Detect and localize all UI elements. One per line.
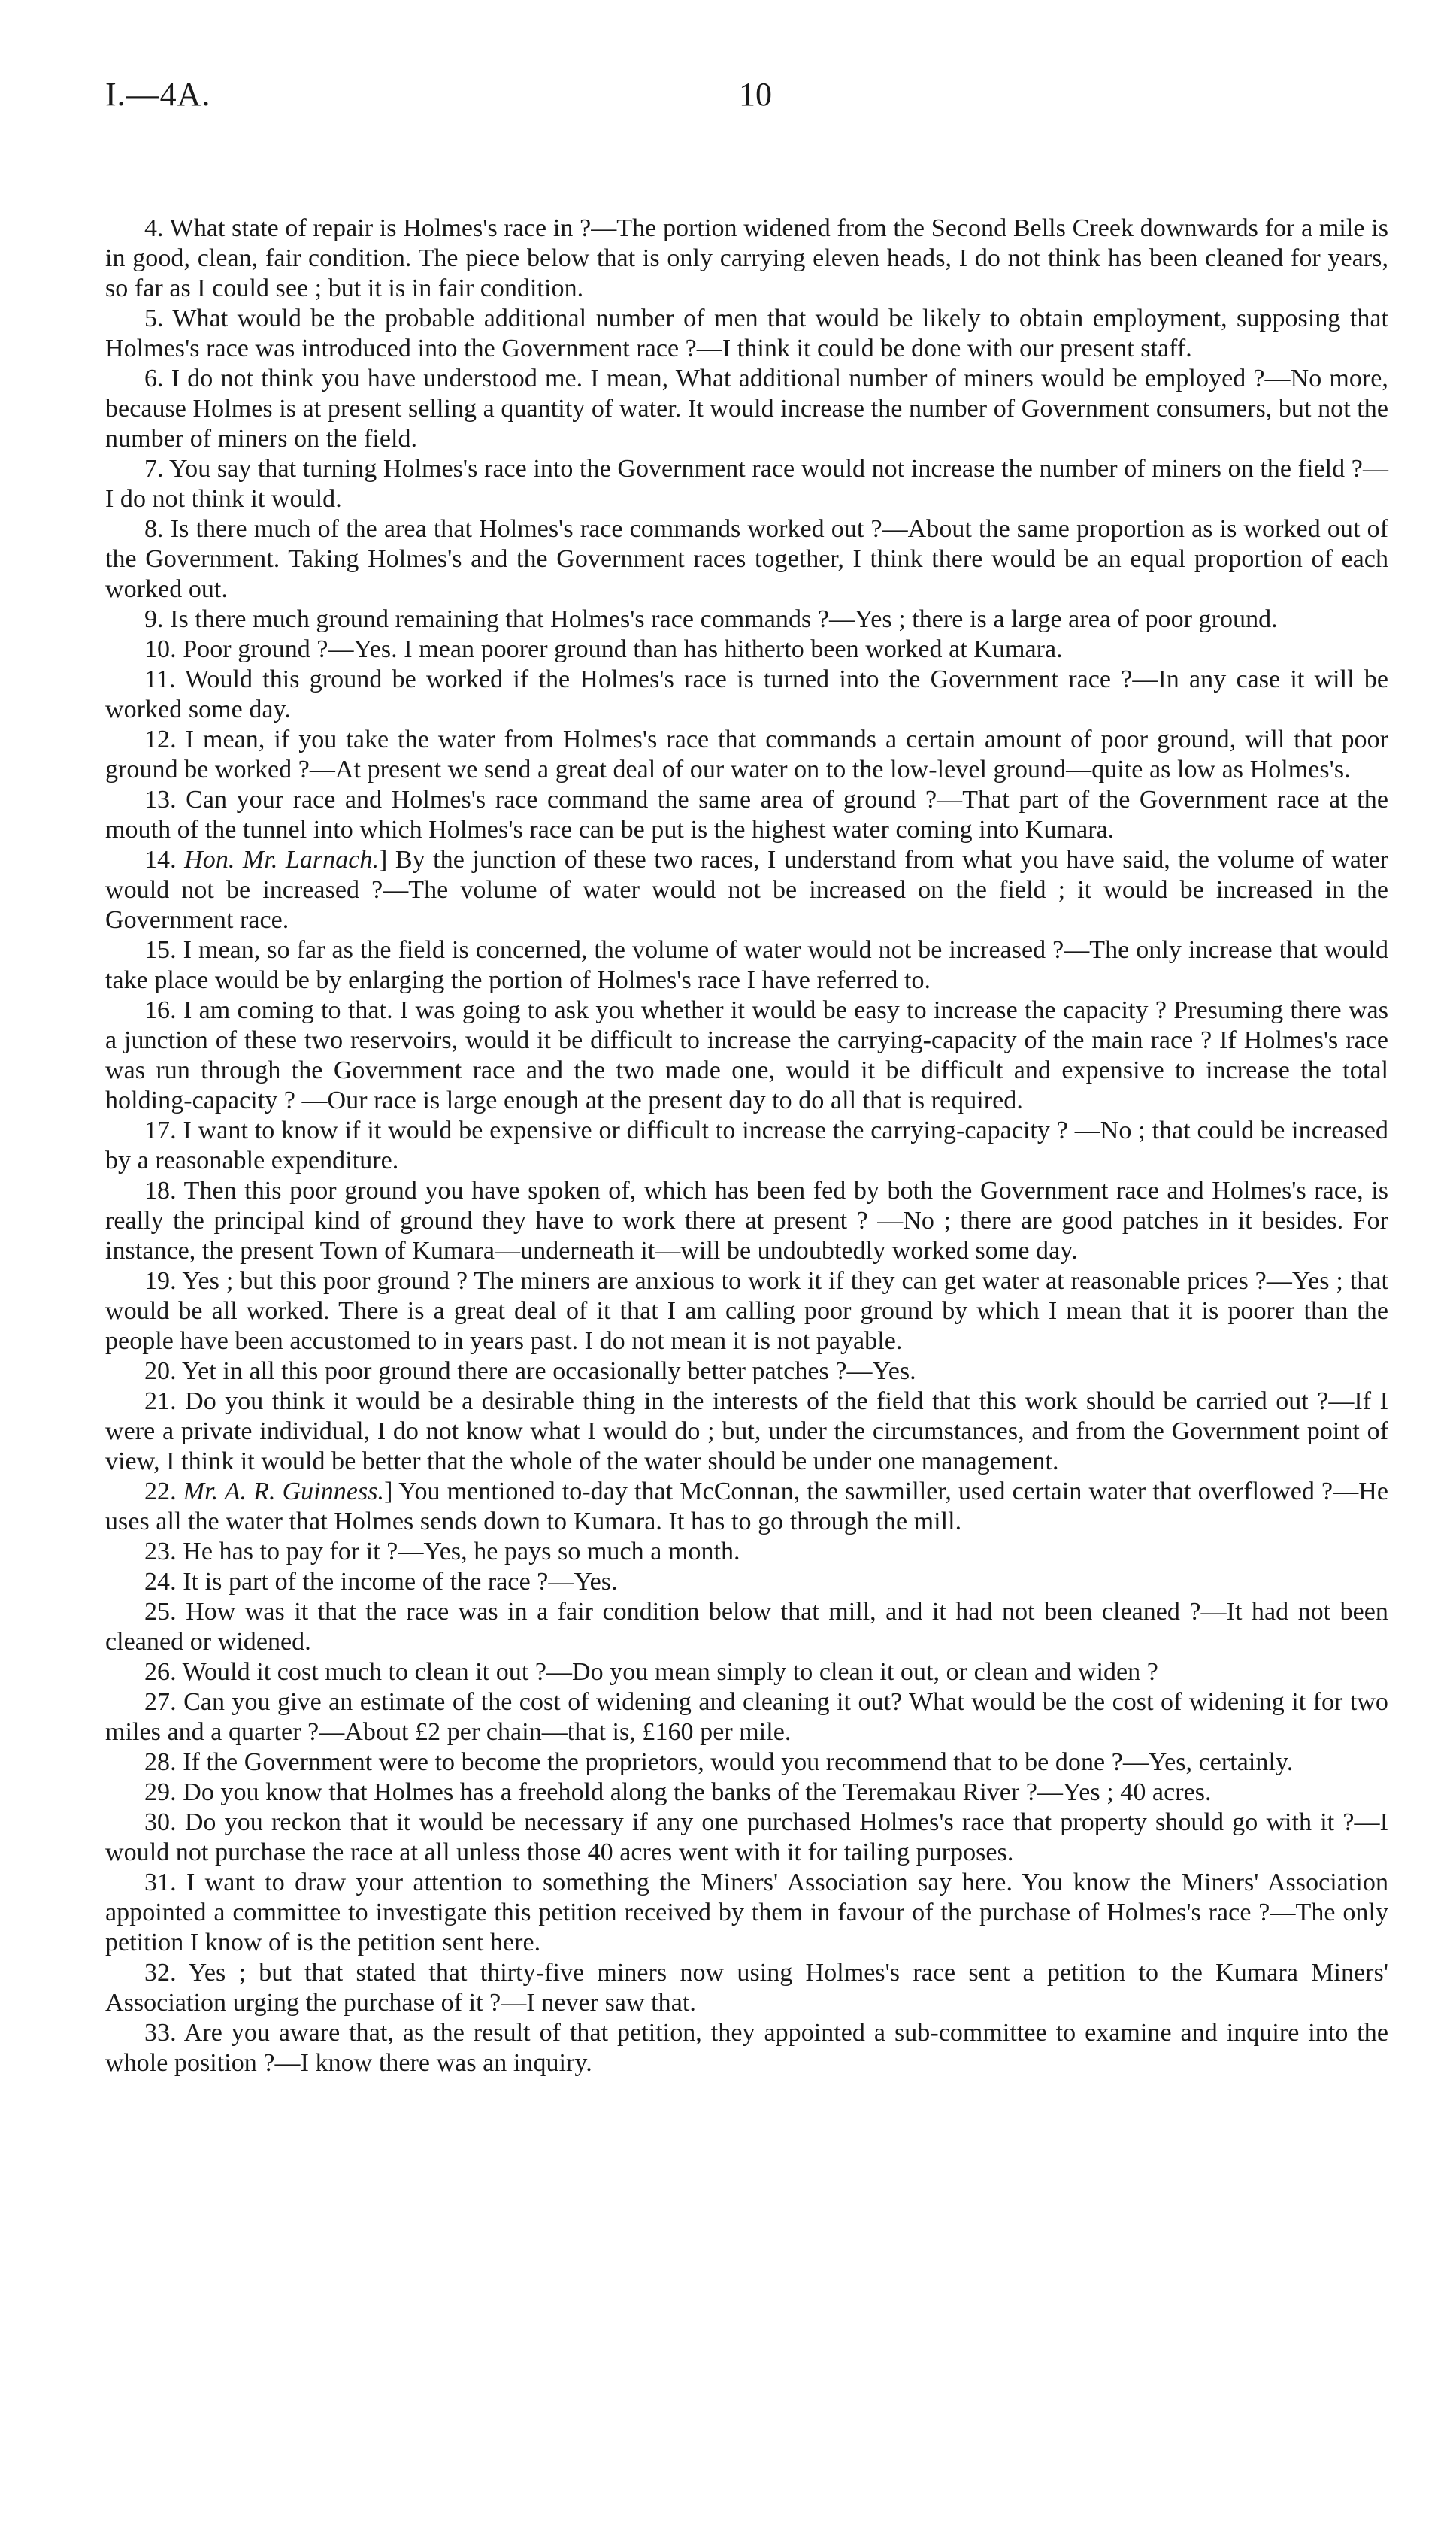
question-answer-text: Poor ground ?—Yes. I mean poorer ground than has hitherto been worked at Kumara. — [183, 635, 1063, 663]
testimony-paragraph — [105, 1958, 1388, 2018]
question-number: 9. — [144, 605, 164, 633]
question-answer-text: Then this poor ground you have spoken of, which has been fed by both the Government race and Holmes's race, is really the principal kind of ground they have to work there at present ? —No ; there are good patches in it besides. For instance, the present Town of Kumara—underneath it—will be undoubtedly worked some day. — [105, 1177, 1389, 1265]
document-reference: I.—4A. — [105, 76, 211, 113]
question-number: 23. — [144, 1538, 177, 1566]
question-number: 13. — [144, 786, 177, 814]
question-answer-text: You say that turning Holmes's race into the Government race would not increase the number of miners on the field ?—I do not think it would. — [105, 455, 1388, 513]
question-number: 16. — [144, 996, 177, 1024]
question-number: 26. — [144, 1658, 177, 1686]
question-answer-text: Yet in all this poor ground there are occasionally better patches ?—Yes. — [181, 1357, 916, 1385]
question-number: 8. — [144, 515, 164, 543]
testimony-paragraph — [105, 304, 1388, 364]
testimony-paragraph — [105, 605, 1388, 635]
testimony-paragraph — [105, 845, 1388, 935]
question-answer-text: I mean, so far as the field is concerned, the volume of water would not be increased ?—The only increase that would take place would be by enlarging the portion of Holmes's race I have referred to. — [105, 936, 1388, 994]
question-number: 32. — [144, 1959, 177, 1987]
speaker-name: Mr. A. R. Guinness. — [183, 1478, 385, 1505]
question-number: 19. — [144, 1267, 177, 1295]
question-answer-text: He has to pay for it ?—Yes, he pays so much a month. — [183, 1538, 740, 1566]
testimony-paragraph — [105, 1477, 1388, 1537]
question-number: 18. — [144, 1177, 177, 1205]
question-answer-text: What state of repair is Holmes's race in ?—The portion widened from the Second Bells Creek downwards for a mile is in good, clean, fair condition. The piece below that is only carrying eleven heads, I do not think has been cleaned for years, so far as I could see ; but it is in fair condition. — [105, 214, 1388, 302]
question-answer-text: Do you think it would be a desirable thing in the interests of the field that this work should be carried out ?—If I were a private individual, I do not know what I would do ; but, under the circumstances, and from the Government point of view, I think it would be better that the whole of the water should be under one management. — [105, 1387, 1388, 1475]
testimony-paragraph — [105, 1567, 1388, 1597]
testimony-paragraph — [105, 1687, 1388, 1747]
question-number: 27. — [144, 1688, 177, 1716]
question-answer-text: ] You mentioned to-day that McConnan, the sawmiller, used certain water that overflowed ?—He uses all the water that Holmes sends down to Kumara. It has to go through the mill. — [105, 1478, 1388, 1535]
question-answer-text: I do not think you have understood me. I mean, What additional number of miners would be employed ?—No more, because Holmes is at present selling a quantity of water. It would increase the number of Government consumers, but not the number of miners on the field. — [105, 365, 1388, 453]
question-answer-text: What would be the probable additional number of men that would be likely to obtain employment, supposing that Holmes's race was introduced into the Government race ?—I think it could be done with our present staff. — [105, 305, 1389, 362]
question-answer-text: I am coming to that. I was going to ask you whether it would be easy to increase the capacity ? Presuming there was a junction of these two reservoirs, would it be difficult to increase the carrying-capacity of the main race ? If Holmes's race was run through the Government race and the two made one, would it be difficult and expensive to increase the total holding-capacity ? —Our race is large enough at the present day to do all that is required. — [105, 996, 1388, 1114]
testimony-paragraph — [105, 1116, 1388, 1176]
speaker-name: Hon. Mr. Larnach. — [184, 846, 380, 874]
question-answer-text: I mean, if you take the water from Holmes's race that commands a certain amount of poor ground, will that poor ground be worked ?—At present we send a great deal of our water on to the low-level ground—quite as low as Holmes's. — [105, 726, 1388, 784]
question-number: 21. — [144, 1387, 177, 1415]
question-answer-text: Can your race and Holmes's race command the same area of ground ?—That part of the Government race at the mouth of the tunnel into which Holmes's race can be put is the highest water coming into Kumara. — [105, 786, 1388, 844]
testimony-paragraph — [105, 1176, 1388, 1266]
question-number: 15. — [144, 936, 177, 964]
testimony-paragraph — [105, 935, 1388, 996]
question-answer-text: Would this ground be worked if the Holmes's race is turned into the Government race ?—In any case it will be worked some day. — [105, 665, 1389, 723]
question-answer-text: Would it cost much to clean it out ?—Do you mean simply to clean it out, or clean and widen ? — [182, 1658, 1158, 1686]
testimony-paragraph — [105, 2018, 1388, 2078]
question-number: 6. — [144, 365, 164, 393]
question-number: 11. — [144, 665, 176, 693]
question-number: 31. — [144, 1869, 177, 1896]
question-number: 14. — [144, 846, 177, 874]
question-number: 17. — [144, 1117, 177, 1144]
testimony-paragraph — [105, 1808, 1388, 1868]
question-answer-text: It is part of the income of the race ?—Yes. — [183, 1568, 618, 1596]
question-answer-text: I want to know if it would be expensive or difficult to increase the carrying-capacity ? —No ; that could be increased by a reasonable expenditure. — [105, 1117, 1388, 1175]
testimony-paragraph — [105, 1387, 1388, 1477]
testimony-paragraph — [105, 1778, 1388, 1808]
question-answer-text: ] By the junction of these two races, I understand from what you have said, the volume of water would not be increased ?—The volume of water would not be increased on the field ; it would be increased in the Government race. — [105, 846, 1388, 934]
question-number: 33. — [144, 2019, 177, 2047]
question-answer-text: Is there much of the area that Holmes's race commands worked out ?—About the same proportion as is worked out of the Government. Taking Holmes's and the Government races together, I think there would be an equal proportion of each worked out. — [105, 515, 1388, 603]
testimony-paragraph — [105, 454, 1388, 514]
question-answer-text: Are you aware that, as the result of that petition, they appointed a sub-committee to examine and inquire into the whole position ?—I know there was an inquiry. — [105, 2019, 1388, 2077]
testimony-paragraph — [105, 1747, 1388, 1778]
testimony-paragraph — [105, 1868, 1388, 1958]
question-answer-text: Do you reckon that it would be necessary if any one purchased Holmes's race that property should go with it ?—I would not purchase the race at all unless those 40 acres went with it for tailing purposes. — [105, 1808, 1388, 1866]
question-answer-text: Is there much ground remaining that Holmes's race commands ?—Yes ; there is a large area of poor ground. — [170, 605, 1278, 633]
question-number: 10. — [144, 635, 177, 663]
question-answer-text: Yes ; but this poor ground ? The miners are anxious to work it if they can get water at reasonable prices ?—Yes ; that would be all worked. There is a great deal of it that I am calling poor ground by which I mean that it is poorer than the people have been accustomed to in years past. I do not mean it is not payable. — [105, 1267, 1388, 1355]
question-number: 25. — [144, 1598, 177, 1626]
question-number: 22. — [144, 1478, 177, 1505]
question-number: 4. — [144, 214, 164, 242]
question-number: 28. — [144, 1748, 177, 1776]
question-number: 24. — [144, 1568, 177, 1596]
page-header — [105, 69, 1388, 141]
testimony-body — [105, 214, 1388, 2078]
question-answer-text: How was it that the race was in a fair condition below that mill, and it had not been cleaned ?—It had not been cleaned or widened. — [105, 1598, 1388, 1656]
question-answer-text: I want to draw your attention to something the Miners' Association say here. You know the Miners' Association appointed a committee to investigate this petition received by them in favour of the purchase of Holmes's race ?—The only petition I know of is the petition sent here. — [105, 1869, 1388, 1957]
testimony-paragraph — [105, 1356, 1388, 1387]
question-answer-text: Yes ; but that stated that thirty-five miners now using Holmes's race sent a petition to the Kumara Miners' Association urging the purchase of it ?—I never saw that. — [105, 1959, 1388, 2017]
question-number: 20. — [144, 1357, 177, 1385]
testimony-paragraph — [105, 514, 1388, 605]
testimony-paragraph — [105, 1537, 1388, 1567]
question-number: 12. — [144, 726, 177, 753]
question-number: 30. — [144, 1808, 177, 1836]
question-number: 29. — [144, 1778, 177, 1806]
testimony-paragraph — [105, 1657, 1388, 1687]
testimony-paragraph — [105, 364, 1388, 454]
question-answer-text: Do you know that Holmes has a freehold along the banks of the Teremakau River ?—Yes ; 40 acres. — [183, 1778, 1212, 1806]
testimony-paragraph — [105, 214, 1388, 304]
testimony-paragraph — [105, 785, 1388, 845]
testimony-paragraph — [105, 1597, 1388, 1657]
question-answer-text: Can you give an estimate of the cost of widening and cleaning it out? What would be the cost of widening it for two miles and a quarter ?—About £2 per chain—that is, £160 per mile. — [105, 1688, 1388, 1746]
testimony-paragraph — [105, 635, 1388, 665]
page-number: 10 — [739, 76, 772, 113]
testimony-paragraph — [105, 996, 1388, 1116]
question-answer-text: If the Government were to become the proprietors, would you recommend that to be done ?—Yes, certainly. — [183, 1748, 1294, 1776]
testimony-paragraph — [105, 1266, 1388, 1356]
question-number: 7. — [144, 455, 164, 483]
testimony-paragraph — [105, 665, 1388, 725]
question-number: 5. — [144, 305, 164, 332]
testimony-paragraph — [105, 725, 1388, 785]
